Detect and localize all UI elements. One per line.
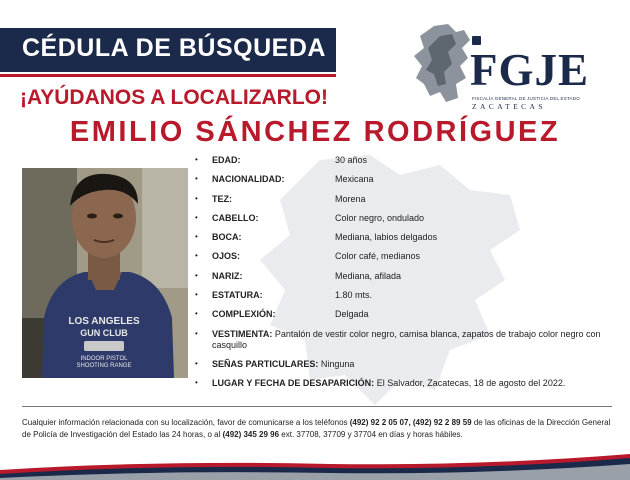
- logo-institution: FISCALÍA GENERAL DE JUSTICIA DEL ESTADO: [472, 96, 580, 101]
- detail-label: ESTATURA:: [212, 290, 263, 301]
- footer-text-1: Cualquier información relacionada con su localización, favor de comunicarse a los teléfonos: [22, 418, 350, 427]
- detail-row-eyes: [190, 249, 622, 268]
- logo-acronym: FGJE: [470, 45, 590, 95]
- shirt-text-2: GUN CLUB: [80, 328, 128, 338]
- marks-text: [212, 357, 622, 370]
- bullet-icon: •: [195, 377, 198, 387]
- detail-label: SEÑAS PARTICULARES:: [212, 358, 319, 369]
- detail-value: Color café, medianos: [335, 251, 421, 262]
- detail-value: 30 años: [335, 155, 368, 165]
- detail-row-complexion-tone: [190, 192, 622, 211]
- detail-label: EDAD:: [212, 155, 241, 165]
- bullet-icon: •: [195, 193, 198, 203]
- detail-value: Delgada: [335, 309, 369, 320]
- bullet-icon: •: [195, 309, 198, 319]
- bullet-icon: •: [195, 212, 198, 222]
- detail-row-marks: [190, 357, 622, 376]
- detail-value: Mediana, labios delgados: [335, 232, 438, 243]
- logo-city: ZACATECAS: [472, 102, 546, 111]
- shirt-text-1: LOS ANGELES: [68, 316, 140, 327]
- bullet-icon: •: [195, 328, 198, 338]
- bullet-icon: •: [195, 290, 198, 300]
- detail-label: BOCA:: [212, 232, 242, 243]
- detail-value: Pantalón de vestir color negro, camisa blanca, zapatos de trabajo color negro con casquillo: [212, 328, 601, 350]
- detail-row-clothing: [190, 327, 622, 357]
- detail-row-mouth: [190, 230, 622, 249]
- bullet-icon: •: [195, 174, 198, 184]
- detail-value: Ninguna: [320, 358, 355, 369]
- detail-label: OJOS:: [212, 251, 241, 262]
- footer-divider: [22, 406, 612, 407]
- footer-phone-2: (492) 345 29 96: [222, 429, 280, 439]
- call-to-action: ¡AYÚDANOS A LOCALIZARLO!: [20, 86, 328, 109]
- contact-footer: [22, 417, 618, 440]
- detail-value: Morena: [335, 193, 366, 204]
- footer-wave: [0, 440, 630, 480]
- detail-row-nationality: [190, 172, 622, 191]
- banner-accent-line: [0, 74, 336, 77]
- bullet-icon: •: [195, 251, 198, 261]
- detail-value: Color negro, ondulado: [335, 212, 425, 223]
- page-title: CÉDULA DE BÚSQUEDA: [22, 34, 326, 62]
- detail-row-hair: [190, 211, 622, 230]
- detail-row-build: [190, 307, 622, 326]
- detail-value: 1.80 mts.: [335, 290, 373, 301]
- person-photo-image: [22, 168, 188, 378]
- detail-label: NACIONALIDAD:: [212, 174, 285, 185]
- detail-label: VESTIMENTA:: [212, 328, 273, 339]
- details-list: [190, 153, 622, 395]
- detail-label: CABELLO:: [212, 212, 259, 223]
- bullet-icon: •: [195, 270, 198, 280]
- bullet-icon: •: [195, 358, 198, 368]
- detail-label: NARIZ:: [212, 270, 243, 281]
- person-photo: [22, 168, 188, 378]
- detail-row-age: [190, 153, 622, 172]
- detail-label: LUGAR Y FECHA DE DESAPARICIÓN:: [212, 377, 375, 388]
- bullet-icon: •: [195, 155, 198, 164]
- detail-row-height: [190, 288, 622, 307]
- disappearance-text: [212, 376, 622, 389]
- clothing-text: [212, 327, 622, 351]
- detail-value: Mediana, afilada: [335, 270, 402, 281]
- shirt-text-3: INDOOR PISTOL: [80, 356, 128, 362]
- detail-row-disappearance: [190, 376, 622, 395]
- bullet-icon: •: [195, 232, 198, 242]
- footer-text-2: de las oficinas de la Dirección General de Policía de Investigación del Estado las 24 horas, o al: [22, 418, 611, 439]
- detail-value: El Salvador, Zacatecas, 18 de agosto del 2022.: [376, 377, 566, 388]
- detail-label: COMPLEXIÓN:: [212, 309, 276, 320]
- detail-value: Mexicana: [335, 174, 374, 185]
- shirt-text-4: SHOOTING RANGE: [76, 363, 132, 369]
- detail-label: TEZ:: [212, 193, 232, 204]
- footer-phone-1: (492) 92 2 05 07, (492) 92 2 89 59: [349, 418, 472, 427]
- person-name: EMILIO SÁNCHEZ RODRÍGUEZ: [69, 116, 561, 148]
- fgje-logo: [412, 22, 590, 111]
- footer-text-3: ext. 37708, 37709 y 37704 en días y horas hábiles.: [279, 429, 463, 439]
- detail-row-nose: [190, 269, 622, 288]
